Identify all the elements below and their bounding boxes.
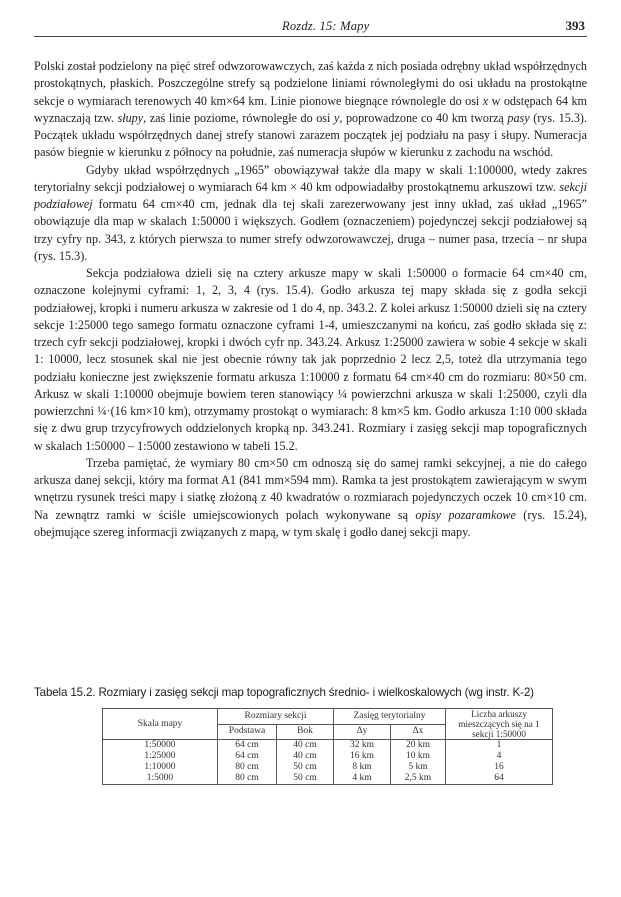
cell-side: 40 cm [277, 740, 334, 752]
cell-count: 64 [446, 773, 553, 785]
table-row [103, 773, 553, 785]
table-row [103, 740, 553, 752]
header-size-group: Rozmiary sekcji [218, 709, 334, 725]
header-sheet-count: Liczba arkuszy mieszczących się na 1 sekcji 1:50000 [446, 709, 553, 740]
header-dx: Δx [391, 724, 446, 740]
text-run: formatu 64 cm×40 cm, jednak dla tej skali zarezerwowany jest inny układ, zaś układ „1965” obowiązuje dla map w skalach 1:50000 i większych. Godłem (oznaczeniem) pojedynczej sekcji podziałowej są trzy cyfry np. 343, z których pierwsza to numer strefy odwzorowawczej, druga – numer pasa, trzecia – nr słupa (rys. 15.3). [34, 197, 587, 263]
table-row [103, 751, 553, 762]
text-run: , zaś linie poziome, równoległe do osi [143, 110, 334, 125]
paragraph [34, 58, 587, 162]
text-run: Trzeba pamiętać, że wymiary 80 cm×50 cm odnoszą się do samej ramki sekcyjnej, a nie do całego arkusza danej sekcji, który ma format A1 (841 mm×594 mm). Ramka ta jest prostokątem zawierającym w swym wnętrzu rysunek treści mapy i siatkę złożoną z 40 kwadratów o rozmiarach pojedynczych oczek 10 cm×10 cm. Na zewnątrz ramki w ściśle umiejscowionych polach wykonywane są [34, 455, 587, 522]
cell-side: 50 cm [277, 773, 334, 785]
emphasized-text: y [333, 110, 340, 125]
table-row [103, 762, 553, 773]
emphasized-text: opisy pozaramkowe [415, 507, 516, 522]
cell-base: 80 cm [218, 762, 277, 773]
text-run: (rys. 15.24), obejmujące szereg informacji związanych z mapą, w tym skalę i godło danej sekcji mapy. [34, 507, 587, 539]
header-side: Bok [277, 724, 334, 740]
sheet-size-table [102, 708, 553, 785]
cell-dx: 5 km [391, 762, 446, 773]
cell-dx: 2,5 km [391, 773, 446, 785]
header-dy: Δy [334, 724, 391, 740]
header-extent-group: Zasięg terytorialny [334, 709, 446, 725]
cell-base: 80 cm [218, 773, 277, 785]
cell-count: 16 [446, 762, 553, 773]
cell-dy: 4 km [334, 773, 391, 785]
paragraph [34, 455, 587, 541]
emphasized-text: x [482, 93, 489, 108]
emphasized-text: słupy [117, 110, 144, 125]
page-header [34, 14, 587, 37]
paragraph [34, 265, 587, 455]
cell-side: 40 cm [277, 751, 334, 762]
table-caption: Tabela 15.2. Rozmiary i zasięg sekcji map topograficznych średnio- i wielkoskalowych (wg instr. K-2) [34, 686, 534, 699]
cell-dy: 16 km [334, 751, 391, 762]
cell-dy: 8 km [334, 762, 391, 773]
page-number: 393 [565, 18, 585, 33]
cell-count: 4 [446, 751, 553, 762]
cell-base: 64 cm [218, 740, 277, 752]
cell-count: 1 [446, 740, 553, 752]
cell-dx: 20 km [391, 740, 446, 752]
text-run: Gdyby układ współrzędnych „1965” obowiązywał także dla mapy w skali 1:100000, wtedy zakres terytorialny sekcji podziałowej o wymiarach 64 km × 40 km odpowiadałby prostokątnemu arkuszowi tzw. [34, 162, 587, 194]
cell-scale: 1:10000 [103, 762, 218, 773]
running-title: Rozdz. 15: Mapy [282, 19, 370, 33]
cell-dx: 10 km [391, 751, 446, 762]
emphasized-text: sekcji podziałowej [34, 179, 587, 211]
cell-side: 50 cm [277, 762, 334, 773]
text-run: Sekcja podziałowa dzieli się na cztery arkusze mapy w skali 1:50000 o formacie 64 cm×40 cm, oznaczone kolejnymi cyframi: 1, 2, 3, 4 (rys. 15.4). Godło arkusza tej mapy składa się z godła sekcji podziałowej, kropki i numeru arkusza w zakresie od 1 do 4, np. 343.2. Z kolei arkusz 1:50000 dzieli się na cztery sekcje 1:25000 tego samego formatu oznaczone cyframi 1-4, umieszczanymi na końcu, zaś godło składa się z: trzech cyfr sekcji podziałowej, kropki i dwóch cyfr np. 343.24. Arkusz 1:25000 zawiera w sobie 4 sekcje w skali 1: 10000, lecz stosunek skal nie jest obecnie równy tak jak poprzednio 2 lecz 2,5, toteż dla utrzymania tego podziału konieczne jest zwiększenie formatu arkusza 1:10000 z formatu 64 cm×40 cm do rozmiaru: 80×50 cm. Arkusz w skali 1:10000 obejmuje bowiem teren stanowiący ¼ powierzchni arkusza w skali 1:25000, czyli dla powierzchni ¼·(16 km×10 km), otrzymamy prostokąt o wymiarach: 8 km×5 km. Godło arkusza 1:10 000 składa się z dwu grup trzycyfrowych oddzielonych kropką np. 343.241. Rozmiary i zasięg sekcji map topograficznych w skalach 1:50000 – 1:5000 zestawiono w tabeli 15.2. [34, 266, 587, 453]
text-run: w odstępach 64 km wyznaczają tzw. [34, 93, 588, 125]
text-run: (rys. 15.3). Początek układu współrzędnych danej strefy stanowi zarazem początek jej podziału na pasy i słupy. Numeracja pasów biegnie w kierunku z północy na południe, zaś numeracja słupów w kierunku z zachodu na wschód. [34, 110, 588, 160]
text-run: Polski został podzielony na pięć stref odwzorowawczych, zaś każda z nich posiada odrębny układ współrzędnych prostokątnych, płaskich. Poszczególne strefy są podzielone liniami równoległymi do osi układu na prostokątne sekcje o wymiarach terenowych 40 km×64 km. Linie pionowe biegnące równolegle do osi [34, 59, 587, 108]
header-scale: Skala mapy [103, 709, 218, 740]
cell-scale: 1:25000 [103, 751, 218, 762]
header-base: Podstawa [218, 724, 277, 740]
cell-scale: 1:50000 [103, 740, 218, 752]
body-text [34, 58, 587, 541]
cell-dy: 32 km [334, 740, 391, 752]
paragraph [34, 162, 587, 266]
cell-base: 64 cm [218, 751, 277, 762]
text-run: , poprowadzone co 40 km tworzą [339, 110, 508, 125]
emphasized-text: pasy [507, 110, 530, 125]
cell-scale: 1:5000 [103, 773, 218, 785]
